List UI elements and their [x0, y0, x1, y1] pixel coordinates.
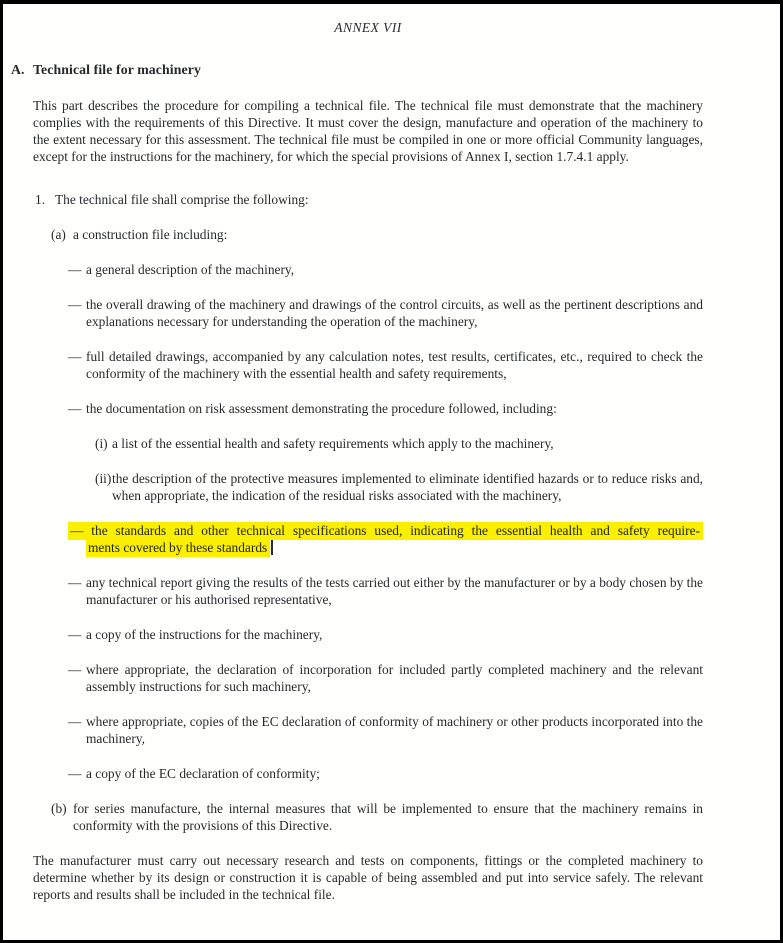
dash-item-text: a copy of the EC declaration of conformity; [86, 766, 320, 781]
dash-item-ec-declaration-copies [68, 713, 703, 747]
section-heading: Technical file for machinery [33, 62, 201, 77]
dash-item-text: where appropriate, copies of the EC declaration of conformity of machinery or other products incorporated into the machinery, [86, 714, 703, 746]
dash-item-text: the overall drawing of the machinery and drawings of the control circuits, as well as the pertinent descriptions and explanations necessary for understanding the operation of the machinery, [86, 297, 703, 329]
dash-bullet: — [70, 523, 84, 538]
dash-bullet: — [68, 627, 82, 642]
list-item-b [51, 800, 703, 834]
list-item-b-text: for series manufacture, the internal measures that will be implemented to ensure that the machinery remains in conformity with the provisions of this Directive. [73, 801, 703, 833]
list-item-a-text: a construction file including: [73, 227, 228, 242]
list-item-a-label: (a) [51, 227, 66, 242]
highlighted-text-line-2: ments covered by these standards [86, 539, 270, 557]
page-title: ANNEX VII [334, 20, 402, 35]
highlighted-text-line-1: the standards and other technical specifications used, indicating the essential health and safety require- [91, 523, 700, 538]
roman-item-i-label: (i) [95, 436, 108, 451]
section-label: A. [11, 62, 25, 77]
dash-item-technical-report [68, 574, 703, 608]
closing-paragraph: The manufacturer must carry out necessary research and tests on components, fittings or the completed machinery to determine whether by its design or construction it is capable of being assembled and put into service safely. The relevant reports and results shall be included in the technical file. [33, 853, 703, 902]
list-item-1-number: 1. [35, 192, 46, 207]
dash-item-copy-instructions [68, 626, 703, 643]
dash-item-text: the documentation on risk assessment demonstrating the procedure followed, including: [86, 401, 557, 416]
dash-item-text: a general description of the machinery, [86, 262, 295, 277]
roman-item-ii-text: the description of the protective measures implemented to eliminate identified hazards or to reduce risks and, when appropriate, the indication of the residual risks associated with the machinery, [112, 471, 703, 503]
dash-item-overall-drawing [68, 296, 703, 330]
list-item-b-label: (b) [51, 801, 67, 816]
dash-item-text: any technical report giving the results of the tests carried out either by the manufacturer or by a body chosen by the manufacturer or his authorised representative, [86, 575, 703, 607]
roman-item-i-text: a list of the essential health and safety requirements which apply to the machinery, [112, 436, 554, 451]
dash-item-text: where appropriate, the declaration of incorporation for included partly completed machinery and the relevant assembly instructions for such machinery, [86, 662, 703, 694]
roman-item-ii [95, 470, 703, 504]
highlighted-dash-item-standards [68, 522, 703, 556]
dash-item-general-description [68, 261, 703, 278]
list-item-1 [33, 191, 703, 208]
list-item-a [51, 226, 703, 243]
section-heading-row [11, 61, 703, 78]
highlight-line-2 [68, 539, 703, 556]
roman-item-i [95, 435, 703, 452]
dash-bullet: — [68, 575, 82, 590]
dash-bullet: — [68, 262, 82, 277]
dash-item-text: full detailed drawings, accompanied by any calculation notes, test results, certificates, etc., required to check the conformity of the machinery with the essential health and safety requirements, [86, 349, 703, 381]
dash-bullet: — [68, 662, 82, 677]
roman-item-ii-label: (ii) [95, 471, 112, 486]
dash-item-detailed-drawings [68, 348, 703, 382]
dash-item-risk-assessment [68, 400, 703, 417]
dash-bullet: — [68, 766, 82, 781]
dash-item-text: a copy of the instructions for the machinery, [86, 627, 323, 642]
list-item-1-text: The technical file shall comprise the following: [55, 192, 309, 207]
dash-bullet: — [68, 297, 82, 312]
dash-bullet: — [68, 714, 82, 729]
dash-item-ec-declaration-copy [68, 765, 703, 782]
dash-item-declaration-incorporation [68, 661, 703, 695]
intro-paragraph: This part describes the procedure for compiling a technical file. The technical file must demonstrate that the machinery complies with the requirements of this Directive. It must cover the design, manufacture and operation of the machinery to the extent necessary for this assessment. The technical file must be compiled in one or more official Community languages, except for the instructions for the machinery, for which the special provisions of Annex I, section 1.7.4.1 apply. [33, 98, 703, 164]
dash-bullet: — [68, 401, 82, 416]
dash-bullet: — [68, 349, 82, 364]
text-caret [271, 540, 273, 555]
highlight-line-1 [68, 522, 703, 539]
